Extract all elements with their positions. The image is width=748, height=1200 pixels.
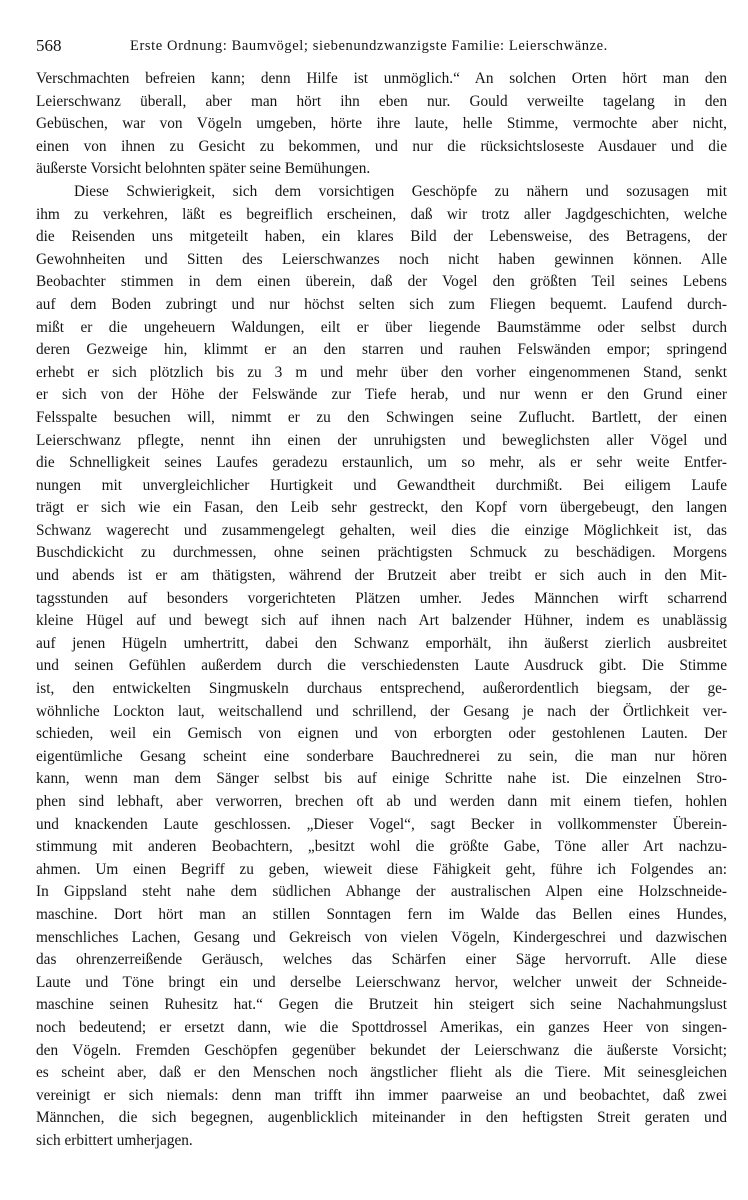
text-line: die Schnelligkeit seines Laufes geradezu erstaunlich, um so mehr, als er sehr weite Entfer- [36,454,727,472]
text-line: Buschdickicht zu durchmessen, ohne seinen prächtigsten Schmuck zu beschädigen. Morgens [36,544,727,562]
text-line: ihm zu verkehren, läßt es begreiflich erscheinen, daß wir trotz aller Jagdgeschichten, welche [36,205,727,223]
text-line: vereinigt er sich niemals: denn man trifft ihn immer paarweise an und beobachtet, daß zwei [36,1086,727,1104]
text-line: phen sind lebhaft, aber verworren, brechen oft ab und werden dann mit einem tiefen, hohlen [36,793,727,810]
text-line: maschine. Dort hört man an stillen Sonntagen fern im Walde das Bellen eines Hundes, [36,905,727,923]
text-line: äußerste Vorsicht belohnten später seine Bemühungen. [36,160,371,178]
text-line: kleine Hügel auf und bewegt sich auf ihnen nach Art balzender Hühner, indem es unablässig [36,612,727,630]
text-line: In Gippsland steht nahe dem südlichen Abhange der australischen Alpen eine Holzschneide- [36,883,727,901]
text-line: eigentümliche Gesang scheint eine sonderbare Bauchrednerei zu sein, die man nur hören [36,747,727,765]
text-line: ahmen. Um einen Begriff zu geben, wieweit diese Fähigkeit geht, führe ich Folgendes an: [36,860,727,878]
text-line: auf dem Boden zubringt und nur höchst selten sich zum Fliegen bequemt. Laufend durch- [36,295,727,313]
text-line: wöhnliche Lockton laut, weitschallend und schrillend, der Gesang je nach der Örtlichkeit ver- [36,702,727,720]
text-line: Leierschwanz pflegte, nennt ihn einen der unruhigsten und beweglichsten aller Vögel und [36,431,727,449]
text-line: und seinen Gefühlen außerdem durch die verschiedensten Laute Ausdruck gibt. Die Stimme [36,657,727,675]
page-header [36,36,727,58]
text-line: mißt er die ungeheuern Waldungen, eilt er über liegende Baumstämme oder selbst durch [36,318,727,336]
text-line: es scheint aber, daß er den Menschen noch ängstlicher flieht als die Tiere. Mit seinesgleichen [36,1064,727,1082]
text-line: trägt er sich wie ein Fasan, den Leib sehr gestreckt, den Kopf vorn übergebeugt, den langen [36,499,727,517]
text-line: Felsspalte besuchen will, nimmt er zu den Schwingen seine Zuflucht. Bartlett, der einen [36,408,727,426]
text-line: den Vögeln. Fremden Geschöpfen gegenüber bekundet der Leierschwanz die äußerste Vorsicht; [36,1041,727,1059]
page-number: 568 [36,36,62,55]
text-line: die Reisenden uns mitgeteilt haben, ein klares Bild der Lebensweise, des Betragens, der [36,228,727,246]
text-line: Gebüschen, war von Vögeln umgeben, hörte ihre laute, helle Stimme, vermochte aber nicht, [36,115,727,133]
text-line: sich erbittert umherjagen. [36,1131,193,1149]
text-line: Gewohnheiten und Sitten des Leierschwanzes noch nicht haben gewinnen können. Alle [36,250,727,268]
body-text [36,68,727,1153]
text-line: er sich von der Höhe der Felswände zur Tiefe herab, und nur wenn er den Grund einer [36,386,727,404]
text-line: noch bedeutend; er ersetzt dann, wie die Spottdrossel Amerikas, ein ganzes Heer von singen- [36,1018,727,1036]
text-line: deren Gezweige hin, klimmt er an den starren und rauhen Felswänden empor; springend [36,341,727,359]
text-line: das ohrenzerreißende Geräusch, welches das Schärfen einer Säge hervorruft. Alle diese [36,951,727,969]
text-line: kann, wenn man dem Sänger selbst bis auf einige Schritte nahe ist. Die einzelnen Stro- [36,770,727,788]
text-line: schieden, weil ein Gemisch von eignen und von erborgten oder gestohlenen Lauten. Der [36,725,727,743]
text-line: Beobachter stimmen in dem einen überein, daß der Vogel den größten Teil seines Lebens [36,273,727,291]
text-line: maschine seinen Ruhesitz hat.“ Gegen die Brutzeit hin steigert sich seine Nachahmungslust [36,996,727,1014]
text-line: und abends ist er am thätigsten, während der Brutzeit aber treibt er sich auch in den Mit- [36,567,727,585]
text-line: auf jenen Hügeln umhertritt, dabei den Schwanz emporhält, ihn äußerst zierlich ausbreitet [36,634,727,652]
running-title: Erste Ordnung: Baumvögel; siebenundzwanzigste Familie: Leierschwänze. [130,38,608,54]
text-line: menschliches Lachen, Gesang und Gekreisch von vielen Vögeln, Kindergeschrei und dazwischen [36,928,727,946]
text-line: Leierschwanz überall, aber man hört ihn eben nur. Gould verweilte tagelang in den [36,92,727,110]
text-line: erhebt er sich plötzlich bis zu 3 m und mehr über den vorher eingenommenen Stand, senkt [36,363,727,381]
text-line: und knackenden Laute geschlossen. „Dieser Vogel“, sagt Becker in vollkommenster Überein- [36,815,727,833]
text-line: tagsstunden auf besonders vorgerichteten Plätzen umher. Jedes Männchen wirft scharrend [36,589,727,607]
text-line: ist, den entwickelten Singmuskeln durchaus entsprechend, außerordentlich biegsam, der ge- [36,680,727,698]
text-line: Laute und Töne bringt ein und derselbe Leierschwanz hervor, welcher unweit der Schneide- [36,973,727,991]
text-line: Verschmachten befreien kann; denn Hilfe ist unmöglich.“ An solchen Orten hört man den [36,70,727,87]
text-line: stimmung mit anderen Beobachtern, „besitzt wohl die größte Gabe, Töne aller Art nachzu- [36,838,727,856]
text-line: Diese Schwierigkeit, sich dem vorsichtigen Geschöpfe zu nähern und sozusagen mit [74,182,727,200]
text-line: nungen mit unvergleichlicher Hurtigkeit und Gewandtheit durchmißt. Bei eiligem Laufe [36,476,727,494]
text-line: Schwanz wagerecht und zusammengelegt gehalten, weil dies die einzige Möglichkeit ist, das [36,521,727,539]
text-line: einen von ihnen zu Gesicht zu bekommen, und nur die rücksichtsloseste Ausdauer und die [36,137,727,155]
text-line: Männchen, die sich begegnen, augenblicklich miteinander in den heftigsten Streit geraten und [36,1109,727,1127]
